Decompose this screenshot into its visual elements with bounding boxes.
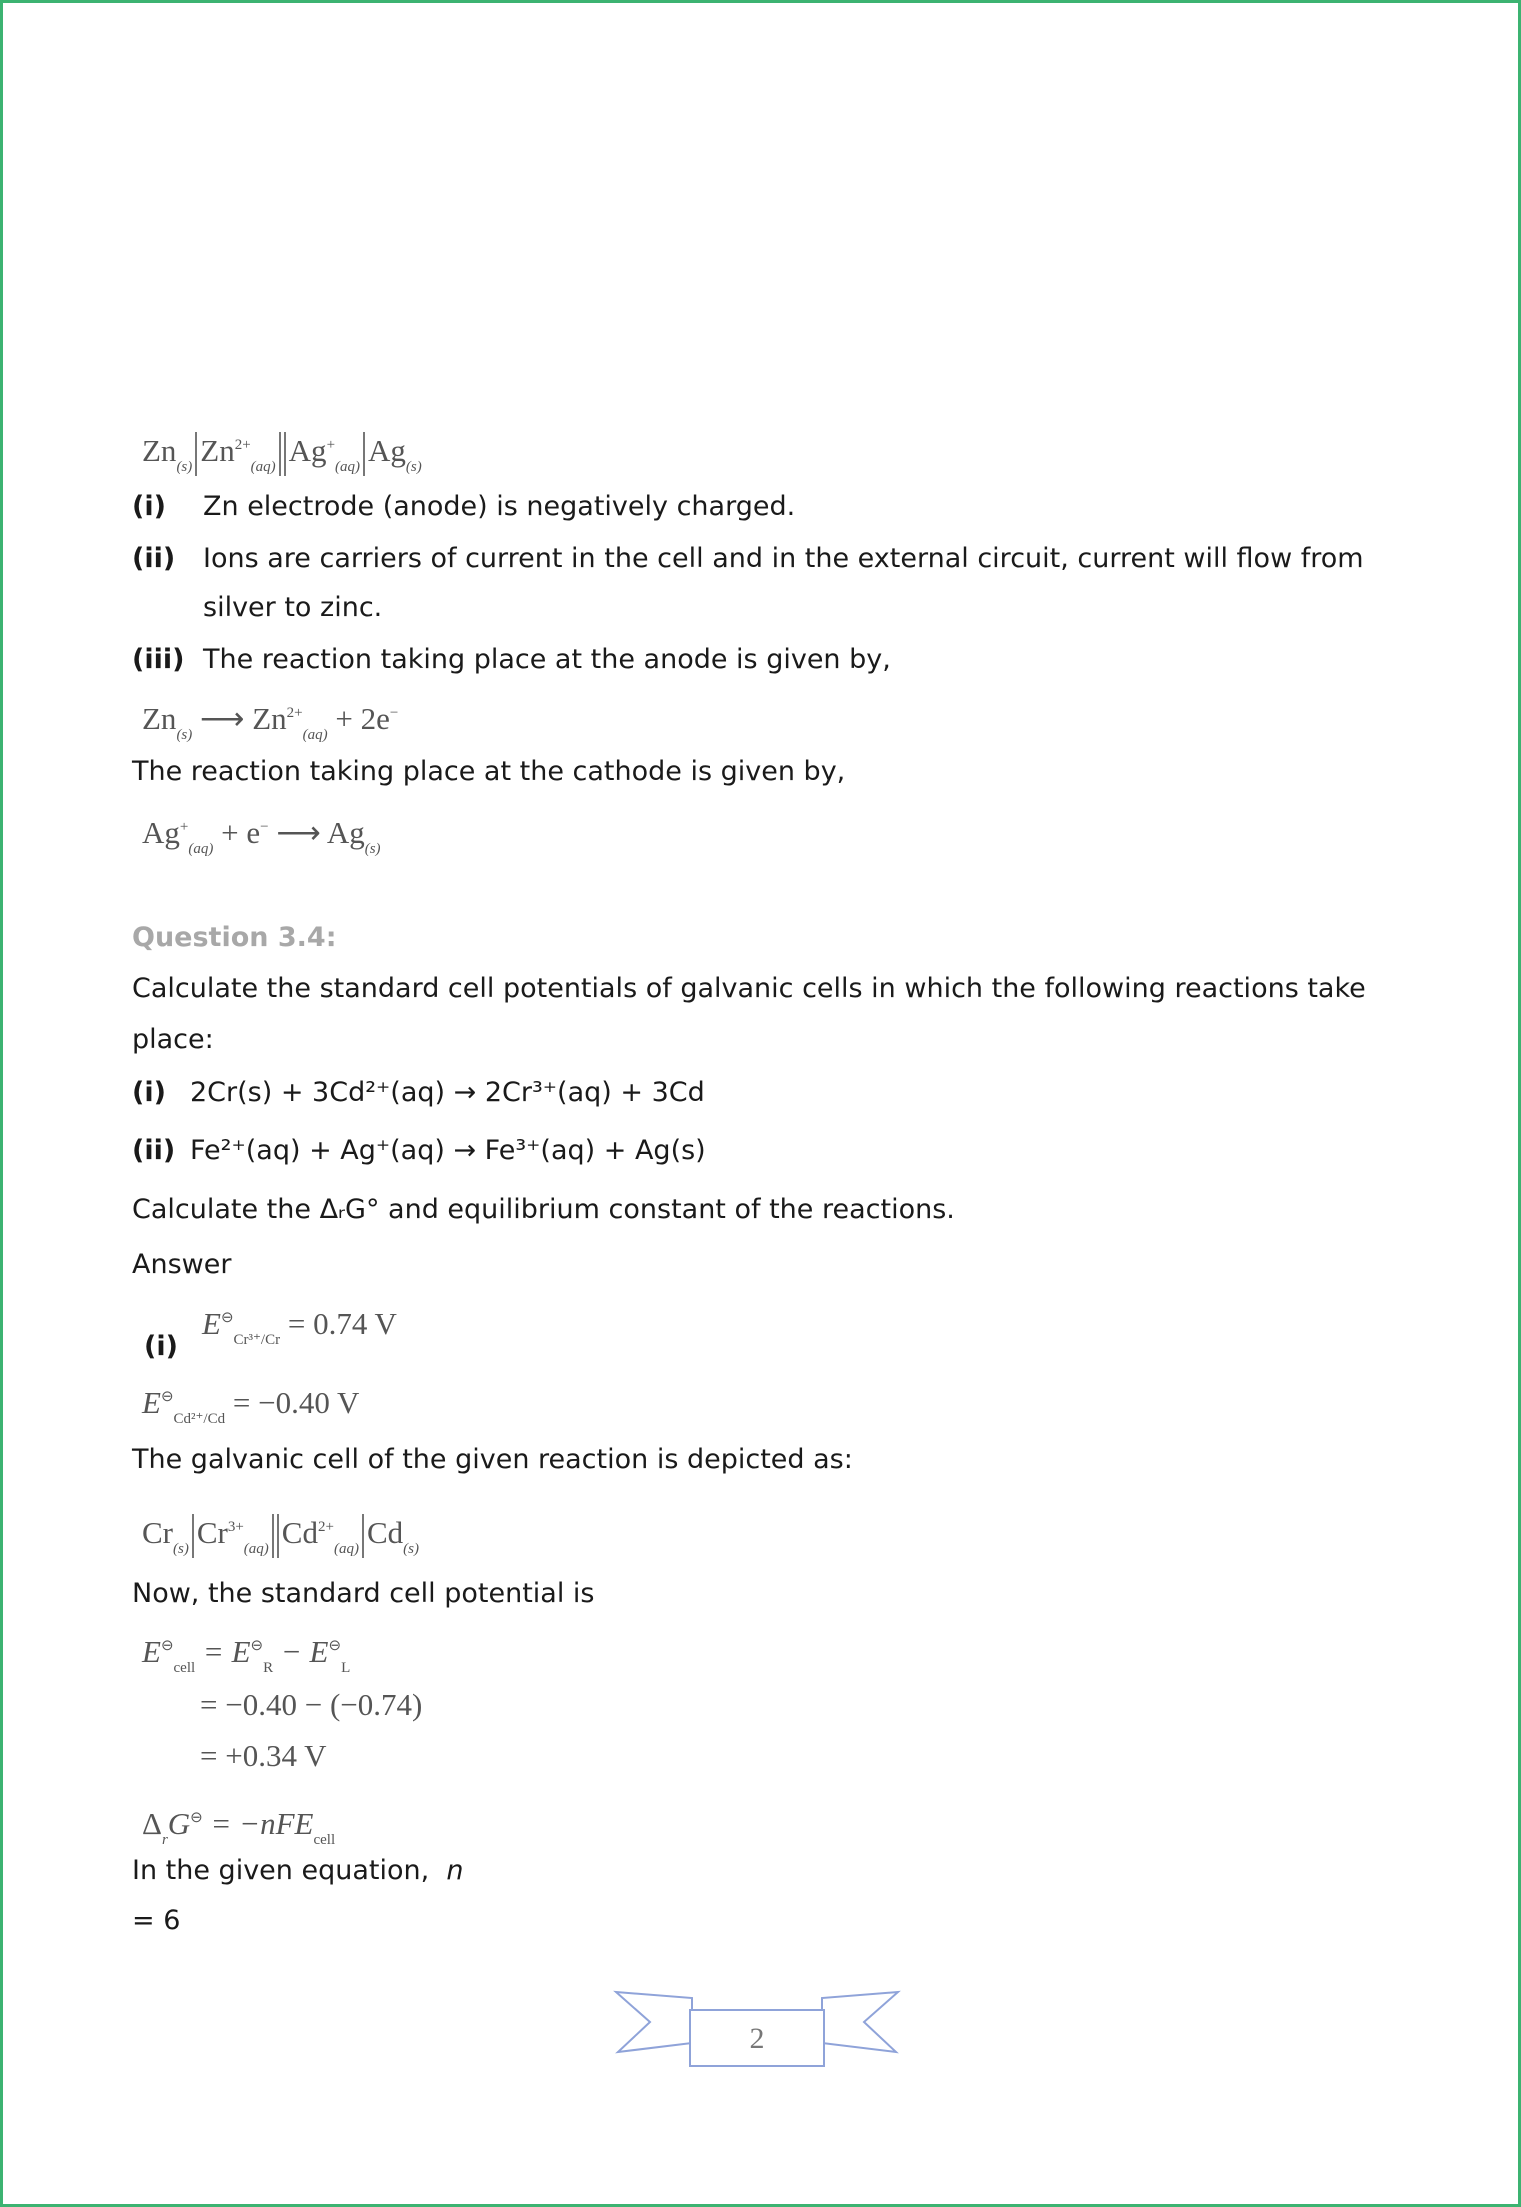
eq-sup: ⊖ [250,1638,264,1654]
page-number: 2 [749,2022,765,2055]
eq-sub: (s) [403,1541,419,1557]
eq-text: Ag [326,815,365,850]
eq-text: Cd [281,1515,318,1550]
eq-sup: ⊖ [160,1389,174,1405]
eq-text: Cr [142,1515,173,1550]
question-text: Calculate the ΔᵣG° and equilibrium constant of the reactions. [132,1194,955,1225]
question-text: place: [132,1024,214,1055]
arrow-icon: ⟶ [200,701,245,736]
answer-heading: Answer [132,1249,232,1280]
eq-sub: cell [173,1660,196,1676]
eq-text: Zn [142,701,177,736]
cathode-intro: The reaction taking place at the cathode is given by, [132,756,846,787]
reaction-i [132,1076,705,1110]
eq-text: E [142,1634,161,1669]
phase-boundary [363,432,365,476]
cell-notation-zn-ag [142,425,422,487]
eq-sup: − [389,705,399,721]
point-ii-continuation: silver to zinc. [203,592,383,623]
eq-sub: (s) [176,727,193,743]
eq-sub: R [263,1660,274,1676]
point-text: The reaction taking place at the anode is given by, [203,644,891,675]
eq-sub: (aq) [188,841,214,857]
variable-n: n [446,1855,464,1886]
point-label: (i) [132,491,166,522]
point-text: Zn electrode (anode) is negatively charged. [203,491,796,522]
eq-text: Cd [366,1515,404,1550]
eq-sup: 2+ [286,705,303,721]
reaction-text: Fe²⁺(aq) + Ag⁺(aq) → Fe³⁺(aq) + Ag(s) [190,1135,706,1166]
eq-sub: cell [313,1832,336,1848]
electrode-potential-cd [142,1377,359,1439]
arrow-icon: ⟶ [276,815,321,850]
eq-sup: ⊖ [160,1638,174,1654]
eq-text: Ag [142,815,180,850]
anode-equation [142,693,398,755]
eq-sub: (aq) [335,459,361,475]
eq-sub: (aq) [302,727,328,743]
eq-sup: ⊖ [220,1310,234,1326]
salt-bridge [279,432,286,476]
reaction-label: (ii) [132,1135,176,1166]
eq-sub: (aq) [250,459,276,475]
reaction-text: 2Cr(s) + 3Cd²⁺(aq) → 2Cr³⁺(aq) + 3Cd [190,1077,705,1108]
eq-sup: 2+ [234,437,251,453]
answer-text: In the given equation, [132,1855,430,1886]
eq-sup: 2+ [317,1519,334,1535]
phase-boundary [192,1514,194,1558]
eq-text: Zn [200,433,235,468]
electrode-potential-cr [202,1298,397,1360]
eq-sub: (s) [173,1541,189,1557]
eq-sub: (s) [364,841,381,857]
eq-text: E [202,1306,221,1341]
ecell-step-1: = −0.40 − (−0.74) [200,1687,423,1722]
eq-text: Ag [288,433,327,468]
eq-text: = 0.74 V [287,1306,397,1341]
eq-text: = −0.40 V [232,1385,360,1420]
phase-boundary [362,1514,364,1558]
n-value: = 6 [132,1905,181,1936]
reaction-ii [132,1134,706,1168]
point-i [132,490,795,524]
eq-text: − E [280,1634,329,1669]
gibbs-formula [142,1798,335,1860]
answer-text: The galvanic cell of the given reaction is depicted as: [132,1444,853,1475]
eq-sup: ⊖ [190,1810,203,1826]
reaction-label: (i) [132,1077,166,1108]
eq-text: Δ [142,1806,162,1841]
eq-text: Ag [368,433,406,468]
answer-text: Now, the standard cell potential is [132,1578,595,1609]
eq-text: Zn [252,701,287,736]
eq-sup: + [326,437,336,453]
eq-text: Zn [142,433,177,468]
answer-label-i: (i) [144,1331,178,1362]
eq-text: = E [202,1634,251,1669]
eq-sub: (s) [405,459,422,475]
ecell-step-2: = +0.34 V [200,1738,327,1773]
question-text: Calculate the standard cell potentials of galvanic cells in which the following reactions take [132,973,1366,1004]
ecell-formula [142,1626,350,1688]
cathode-equation [142,807,381,869]
phase-boundary [195,432,197,476]
eq-sub: (aq) [243,1541,269,1557]
eq-text: E [142,1385,161,1420]
point-label: (ii) [132,543,176,574]
eq-sup: + [179,819,189,835]
eq-text: Cr [196,1515,228,1550]
eq-sub: Cr³⁺/Cr [233,1332,281,1348]
eq-sub: (s) [176,459,193,475]
point-ii [132,542,1364,576]
point-iii [132,643,891,677]
question-title: Question 3.4: [132,922,337,953]
eq-text: = −nFE [210,1806,314,1841]
page-number-ribbon [612,1988,902,2068]
salt-bridge [272,1514,279,1558]
eq-text: + e [221,815,261,850]
eq-sub: Cd²⁺/Cd [173,1411,226,1427]
cell-notation-cr-cd [142,1507,419,1569]
eq-text: G [167,1806,191,1841]
eq-sub: r [161,1832,168,1848]
eq-sup: − [260,819,269,835]
point-label: (iii) [132,644,185,675]
eq-sup: ⊖ [328,1638,342,1654]
eq-text: + 2e [335,701,390,736]
eq-sup: 3+ [227,1519,244,1535]
point-text: Ions are carriers of current in the cell and in the external circuit, current will flow from [203,543,1364,574]
eq-sub: (aq) [333,1541,359,1557]
given-equation-line [132,1854,463,1888]
eq-sub: L [341,1660,351,1676]
